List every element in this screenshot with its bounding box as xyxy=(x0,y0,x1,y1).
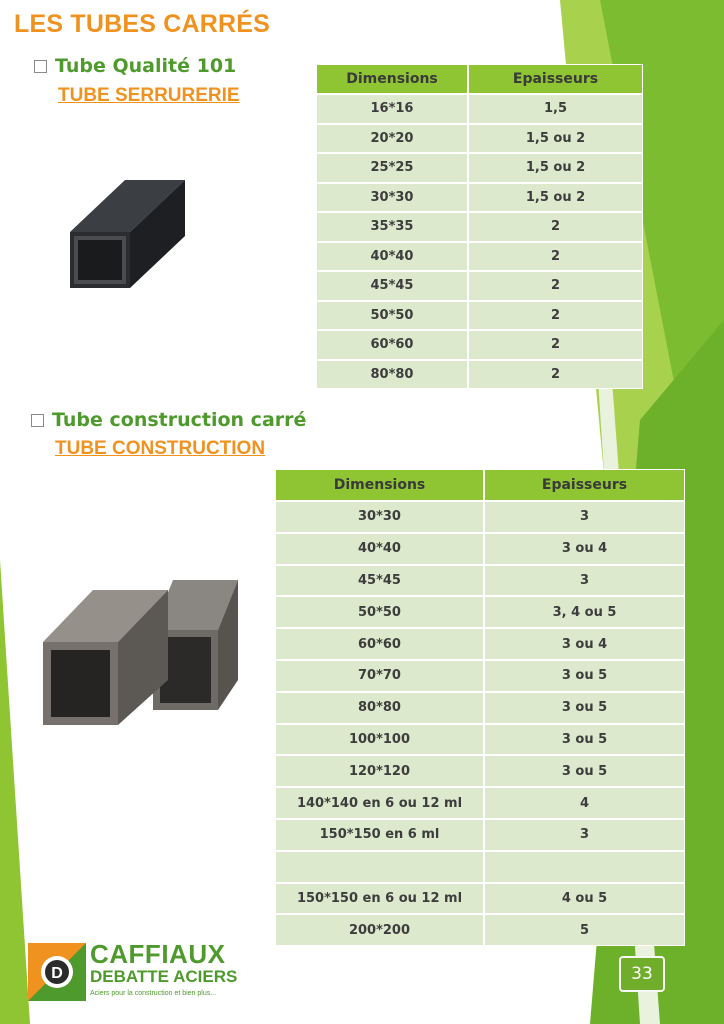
table-row xyxy=(275,883,685,915)
svg-text:D: D xyxy=(51,965,63,982)
construction-table xyxy=(275,469,685,946)
thickness-cell: 4 ou 5 xyxy=(484,883,685,915)
dimension-cell: 200*200 xyxy=(275,914,484,946)
dimension-cell: 150*150 en 6 ou 12 ml xyxy=(275,883,484,915)
column-header-dimensions: Dimensions xyxy=(316,64,468,94)
thickness-cell: 2 xyxy=(468,271,643,301)
table-row xyxy=(275,660,685,692)
thickness-cell: 1,5 ou 2 xyxy=(468,183,643,213)
table-row xyxy=(316,153,643,183)
thickness-cell: 3 ou 4 xyxy=(484,628,685,660)
bullet-checkbox-icon xyxy=(34,60,47,73)
thickness-cell: 1,5 ou 2 xyxy=(468,124,643,154)
section2-heading-text: Tube construction carré xyxy=(52,409,307,431)
dimension-cell: 60*60 xyxy=(316,330,468,360)
table-row xyxy=(316,330,643,360)
thickness-cell: 3 ou 5 xyxy=(484,692,685,724)
company-logo xyxy=(28,941,238,1003)
thickness-cell: 3 xyxy=(484,819,685,851)
thickness-cell: 1,5 ou 2 xyxy=(468,153,643,183)
dimension-cell: 120*120 xyxy=(275,755,484,787)
dimension-cell: 100*100 xyxy=(275,724,484,756)
table-row xyxy=(275,628,685,660)
page-title: LES TUBES CARRÉS xyxy=(14,10,271,38)
logo-mark-icon xyxy=(28,943,86,1001)
dimension-cell: 40*40 xyxy=(316,242,468,272)
dimension-cell: 16*16 xyxy=(316,94,468,124)
bullet-checkbox-icon xyxy=(31,414,44,427)
column-header-dimensions: Dimensions xyxy=(275,469,484,501)
table-header-row xyxy=(275,469,685,501)
dimension-cell: 30*30 xyxy=(316,183,468,213)
table-row xyxy=(316,94,643,124)
column-header-epaisseurs: Epaisseurs xyxy=(468,64,643,94)
square-tube-image xyxy=(52,170,212,310)
table-row xyxy=(275,596,685,628)
dimension-cell: 25*25 xyxy=(316,153,468,183)
column-header-epaisseurs: Epaisseurs xyxy=(484,469,685,501)
table-header-row xyxy=(316,64,643,94)
thickness-cell: 3 xyxy=(484,501,685,533)
dimension-cell: 150*150 en 6 ml xyxy=(275,819,484,851)
table-row xyxy=(316,242,643,272)
thickness-cell: 2 xyxy=(468,242,643,272)
thickness-cell: 2 xyxy=(468,330,643,360)
dimension-cell: 50*50 xyxy=(316,301,468,331)
thickness-cell: 2 xyxy=(468,301,643,331)
logo-line2: DEBATTE ACIERS xyxy=(90,967,238,986)
section1-heading-text: Tube Qualité 101 xyxy=(55,55,237,77)
table-row xyxy=(316,183,643,213)
page-number: 33 xyxy=(619,956,665,992)
thickness-cell: 3, 4 ou 5 xyxy=(484,596,685,628)
section2-subheading: TUBE CONSTRUCTION xyxy=(55,438,266,459)
dimension-cell: 80*80 xyxy=(275,692,484,724)
serrurerie-table xyxy=(316,64,643,389)
dimension-cell: 45*45 xyxy=(275,565,484,597)
table-row xyxy=(275,692,685,724)
construction-tubes-image xyxy=(38,570,243,730)
thickness-cell: 3 ou 5 xyxy=(484,724,685,756)
thickness-cell: 3 ou 4 xyxy=(484,533,685,565)
thickness-cell: 3 ou 5 xyxy=(484,755,685,787)
dimension-cell: 140*140 en 6 ou 12 ml xyxy=(275,787,484,819)
table-row xyxy=(275,724,685,756)
thickness-cell: 3 xyxy=(484,565,685,597)
thickness-cell: 4 xyxy=(484,787,685,819)
table-row xyxy=(275,819,685,851)
dimension-cell: 20*20 xyxy=(316,124,468,154)
dimension-cell: 45*45 xyxy=(316,271,468,301)
dimension-cell: 70*70 xyxy=(275,660,484,692)
table-row xyxy=(275,755,685,787)
dimension-cell: 40*40 xyxy=(275,533,484,565)
thickness-cell xyxy=(484,851,685,883)
thickness-cell: 3 ou 5 xyxy=(484,660,685,692)
table-row xyxy=(275,565,685,597)
thickness-cell: 2 xyxy=(468,212,643,242)
section1-subheading: TUBE SERRURERIE xyxy=(58,85,240,106)
table-row xyxy=(275,501,685,533)
table-row xyxy=(275,851,685,883)
section2-heading xyxy=(31,409,306,431)
table-row xyxy=(275,533,685,565)
dimension-cell: 80*80 xyxy=(316,360,468,390)
thickness-cell: 1,5 xyxy=(468,94,643,124)
dimension-cell: 35*35 xyxy=(316,212,468,242)
thickness-cell: 2 xyxy=(468,360,643,390)
table-row xyxy=(316,301,643,331)
table-row xyxy=(275,787,685,819)
section1-heading xyxy=(34,55,236,77)
dimension-cell: 30*30 xyxy=(275,501,484,533)
logo-line1: CAFFIAUX xyxy=(90,939,226,969)
dimension-cell xyxy=(275,851,484,883)
thickness-cell: 5 xyxy=(484,914,685,946)
dimension-cell: 60*60 xyxy=(275,628,484,660)
table-row xyxy=(316,271,643,301)
dimension-cell: 50*50 xyxy=(275,596,484,628)
table-row xyxy=(316,212,643,242)
logo-tagline: Aciers pour la construction et bien plus... xyxy=(90,990,217,997)
table-row xyxy=(316,360,643,390)
table-row xyxy=(316,124,643,154)
table-row xyxy=(275,914,685,946)
